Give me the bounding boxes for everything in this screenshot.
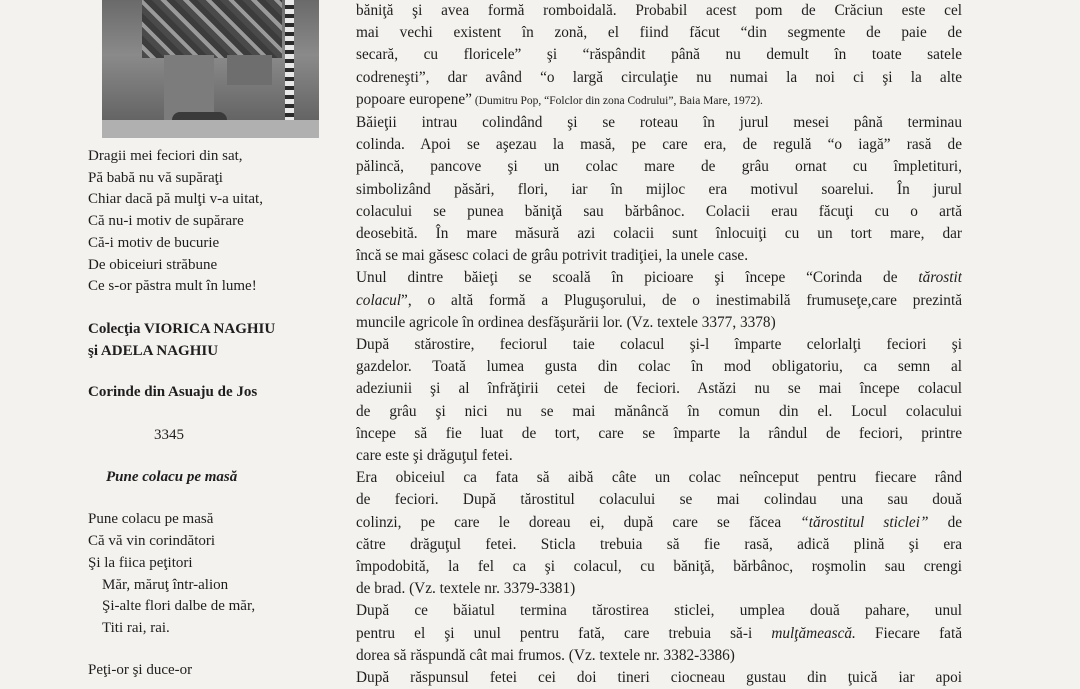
italic-term: mulţămească. <box>771 624 856 642</box>
text-span: colinzi, pe care le doreau ei, după care se făcea <box>356 513 801 531</box>
text-line: către drăguţul fetei. Sticla trebuia să fie rasă, adică plină şi era <box>356 535 962 553</box>
poem-line: Că vă vin corindători <box>88 533 216 550</box>
text-line: de grâu şi nici nu se mai mănâncă în comun din el. Locul colacului <box>356 402 962 420</box>
text-line: Era obiceiul ca fata să aibă câte un colac neînceput pentru fiecare rând <box>356 469 962 487</box>
text-line <box>356 623 962 645</box>
text-line: După ce băiatul termina tărostirea sticlei, umplea două pahare, unul <box>356 602 962 620</box>
italic-term: colacul <box>356 291 402 309</box>
text-line: adeziunii şi al înfrăţirii cetei de feciori. Astăzi nu se mai începe colacul <box>356 380 962 398</box>
citation: (Dumitru Pop, “Folclor din zona Codrului”, Baia Mare, 1972). <box>471 94 763 107</box>
paragraph <box>356 112 962 267</box>
text-line: colinda. Apoi se aşezau la masă, pe care era, de regulă “o iagă” rasă de <box>356 136 962 154</box>
text-line: de brad. (Vz. textele nr. 3379-3381) <box>356 580 576 598</box>
text-line: Băieţii intrau colindând şi se roteau în jurul mesei până terminau <box>356 114 962 132</box>
photo <box>102 0 319 138</box>
text-line: muncile agricole în ordinea desfăşurării lor. (Vz. textele 3377, 3378) <box>356 313 776 331</box>
poem-stanza <box>88 509 333 639</box>
text-line <box>356 267 962 289</box>
text-line: secară, cu floricele” şi “răspândit până nu demult în toate satele <box>356 46 962 64</box>
text-line: codreneşti”, dar având “o largă circulaţie nu numai la noi ci şi la alte <box>356 68 962 86</box>
poem-line: De obiceiuri străbune <box>88 256 218 273</box>
text-line: încă se mai găsesc colaci de grâu potrivit tradiţiei, la unele case. <box>356 247 749 265</box>
poem-line: Dragii mei feciori din sat, <box>88 148 243 164</box>
text-line: împodobită, la fel ca şi colacul, cu băniţă, bărbânoc, roşmolin sau crengi <box>356 558 962 576</box>
text-line <box>356 89 962 112</box>
text-line: pălincă, pancove şi un colac mare de grâu ornat cu împletituri, <box>356 158 962 176</box>
text-line: gazdelor. Toată lumea gusta din colac în mod obligatoriu, ca semn al <box>356 358 962 376</box>
paragraph <box>356 334 962 467</box>
text-line <box>356 290 962 312</box>
text-line <box>356 512 962 534</box>
right-column <box>356 0 962 689</box>
text-line: După răspunsul fetei cei doi tineri ciocneau gustau din ţuică iar apoi <box>356 669 962 687</box>
paragraph <box>356 600 962 689</box>
poem-line: Pă babă nu vă supăraţi <box>88 169 223 186</box>
text-span: pentru el şi unul pentru fată, care trebuia să-i <box>356 624 772 642</box>
paragraph <box>356 267 962 334</box>
poem-line: Ce s-or păstra mult în lume! <box>88 278 257 295</box>
paragraph <box>356 0 962 112</box>
poem-line: Şi la fiica peţitori <box>88 554 193 571</box>
poem-line: Peţi-or şi duce-or <box>88 661 193 678</box>
photo-leg-shape <box>227 55 272 85</box>
text-line: simbolizând păsări, flori, iar în mijloc era motivul soarelui. În jurul <box>356 180 962 198</box>
photo-floor-shape <box>102 120 319 138</box>
text-span: Unul dintre băieţi se scoală în picioare şi începe “Corinda de <box>356 269 919 287</box>
text-line: începe să fie luat de tort, care se împarte la rândul de feciori, printre <box>356 424 962 442</box>
italic-term: “tărostitul sticlei” <box>800 513 929 531</box>
text-line: de feciori. După tărostitul colacului se mai colindau una sau două <box>356 491 962 509</box>
text-line: mai vechi existent în zonă, el fiind făcut “din segmente de paie de <box>356 24 962 42</box>
text-line: care este şi drăguţul fetei. <box>356 447 513 465</box>
section-heading: Corinde din Asuaju de Jos <box>88 384 258 401</box>
paragraph <box>356 467 962 600</box>
poem-line: Că nu-i motiv de supărare <box>88 213 244 230</box>
text-span: Fiecare fată <box>855 624 962 642</box>
text-line: După stărostire, feciorul taie colacul şi-l împarte celorlalţi feciori şi <box>356 336 962 354</box>
poem-line: Chiar dacă pă mulţi v-a uitat, <box>88 191 263 208</box>
song-title: Pune colacu pe masă <box>106 468 238 485</box>
text-number: 3345 <box>154 427 184 444</box>
text-span: de <box>928 513 962 531</box>
photo-coat-shape <box>142 0 282 58</box>
photo-staff-shape <box>285 0 294 130</box>
poem-line: Titi rai, rai. <box>102 619 170 636</box>
poem-line: Pune colacu pe masă <box>88 511 214 528</box>
text-span: ”, o altă formă a Pluguşorului, de o inestimabilă frumuseţe,care prezintă <box>401 291 962 309</box>
left-column <box>88 146 333 681</box>
collection-credit: şi ADELA NAGHIU <box>88 342 219 359</box>
text-line: colacului se punea băniţă sau bărbânoc. Colacii erau făcuţi cu o artă <box>356 202 962 220</box>
text-line: deosebită. În mare măsură azi colacii sunt înlocuiţi cu un tort mare, dar <box>356 225 962 243</box>
text-line: băniţă şi avea formă romboidală. Probabil acest pom de Crăciun este cel <box>356 2 962 19</box>
poem-line: Şi-alte flori dalbe de măr, <box>102 598 256 615</box>
poem-line: Că-i motiv de bucurie <box>88 234 220 251</box>
poem-line: Măr, măruţ într-alion <box>102 576 229 593</box>
collection-credit: Colecţia VIORICA NAGHIU <box>88 320 276 337</box>
italic-term: tărostit <box>918 269 962 287</box>
text-line: dorea să răspundă cât mai frumos. (Vz. textele nr. 3382-3386) <box>356 646 735 664</box>
text-span: popoare europene” <box>356 90 472 108</box>
poem-stanza <box>88 146 333 298</box>
